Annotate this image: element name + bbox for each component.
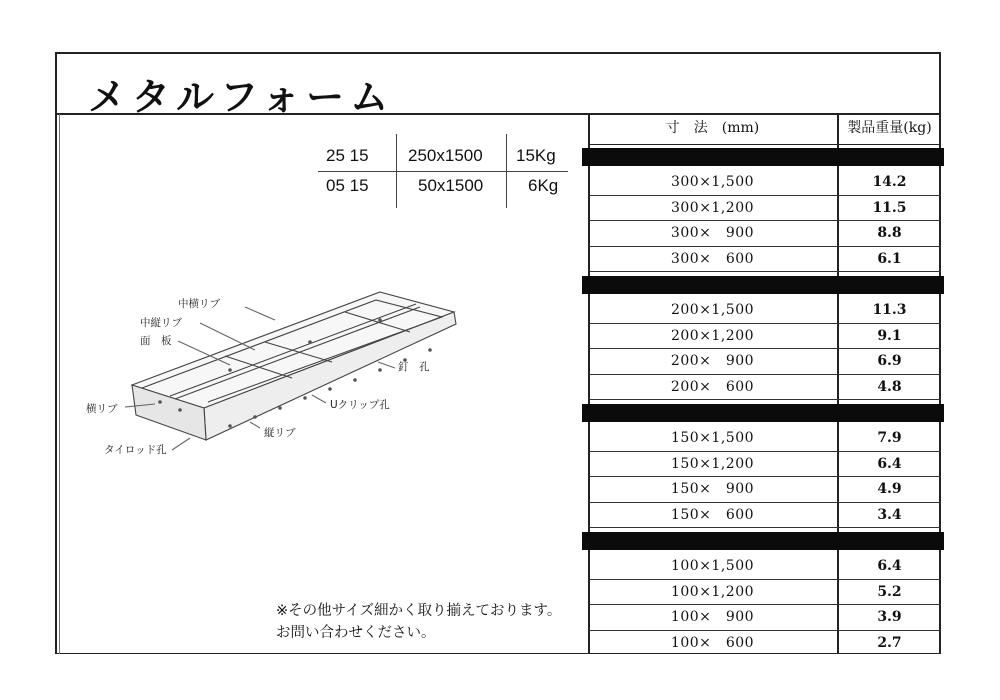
row-dimension: 200× 900 (670, 353, 755, 370)
table-row (588, 349, 941, 375)
row-weight: 9.1 (877, 327, 902, 344)
row-weight: 11.5 (872, 199, 907, 216)
spec-code: 25 15 (326, 146, 369, 165)
metal-form-illustration (80, 290, 480, 490)
table-row (588, 452, 941, 478)
row-dimension: 100×1,200 (670, 583, 755, 600)
row-weight: 6.9 (877, 353, 902, 370)
row-dimension: 100× 900 (670, 609, 755, 626)
spec-row-divider (318, 171, 568, 172)
left-border (59, 114, 60, 654)
label-u-clip-ana: Uクリップ孔 (330, 399, 390, 411)
table-row (588, 196, 941, 222)
spec-code: 05 15 (326, 176, 369, 195)
row-weight: 2.7 (877, 634, 902, 651)
row-weight: 8.8 (877, 225, 902, 242)
group-separator-bar (582, 532, 944, 550)
table-row (588, 170, 941, 196)
row-dimension: 100× 600 (670, 634, 755, 651)
row-dimension: 150× 600 (670, 506, 755, 523)
table-row (588, 605, 941, 631)
row-weight: 3.9 (877, 609, 902, 626)
dimension-weight-table (588, 114, 941, 654)
label-menita: 面 板 (140, 335, 172, 347)
metal-form-diagram (80, 290, 480, 490)
spec-weight: 6Kg (528, 176, 559, 195)
note-line: ※その他サイズ細かく取り揃えております。 (276, 603, 562, 619)
label-tie-rod-ana: タイロッド孔 (104, 444, 167, 456)
row-dimension: 100×1,500 (670, 558, 755, 574)
row-dimension: 300× 600 (670, 250, 755, 267)
row-dimension: 200×1,200 (670, 327, 755, 344)
spec-weight: 15Kg (516, 146, 556, 165)
row-weight: 4.8 (877, 378, 902, 395)
table-row (588, 324, 941, 350)
row-weight: 5.2 (877, 583, 902, 600)
header-divider (588, 144, 941, 145)
note-line: お問い合わせください。 (276, 625, 436, 641)
spec-size: 50x1500 (418, 176, 484, 195)
table-row (588, 375, 941, 401)
table-row (588, 580, 941, 606)
table-row (588, 631, 941, 657)
table-row (588, 298, 941, 324)
label-kugi-ana: 釘 孔 (398, 361, 430, 373)
row-weight: 11.3 (872, 302, 907, 318)
table-row (588, 554, 941, 580)
row-weight: 3.4 (877, 506, 902, 523)
page-title: メタルフォーム (88, 75, 395, 119)
row-weight: 7.9 (877, 430, 902, 446)
row-dimension: 200× 600 (670, 378, 755, 395)
row-dimension: 300×1,200 (670, 199, 755, 216)
label-naka-tate-rib: 中縦リブ (140, 317, 182, 329)
label-tate-rib: 縦リブ (264, 427, 296, 439)
row-dimension: 150×1,200 (670, 455, 755, 472)
row-dimension: 150×1,500 (670, 430, 755, 446)
row-dimension: 300× 900 (670, 225, 755, 242)
header-dimension: 寸 法 (mm) (665, 120, 760, 136)
row-weight: 6.4 (877, 558, 902, 574)
row-weight: 4.9 (877, 481, 902, 498)
row-weight: 14.2 (872, 174, 907, 190)
table-row (588, 247, 941, 273)
header-weight: 製品重量(kg) (847, 120, 932, 136)
label-naka-yoko-rib: 中横リブ (178, 298, 220, 310)
group-separator-bar (582, 148, 944, 166)
row-dimension: 150× 900 (670, 481, 755, 498)
group-separator-bar (582, 404, 944, 422)
spec-size: 250x1500 (408, 146, 483, 165)
table-row (588, 426, 941, 452)
row-dimension: 200×1,500 (670, 302, 755, 318)
inquiry-note (276, 600, 561, 644)
row-weight: 6.1 (877, 250, 902, 267)
row-weight: 6.4 (877, 455, 902, 472)
table-row (588, 503, 941, 529)
label-yoko-rib: 横リブ (86, 403, 118, 415)
table-row (588, 477, 941, 503)
row-dimension: 300×1,500 (670, 174, 755, 190)
group-separator-bar (582, 276, 944, 294)
table-row (588, 221, 941, 247)
